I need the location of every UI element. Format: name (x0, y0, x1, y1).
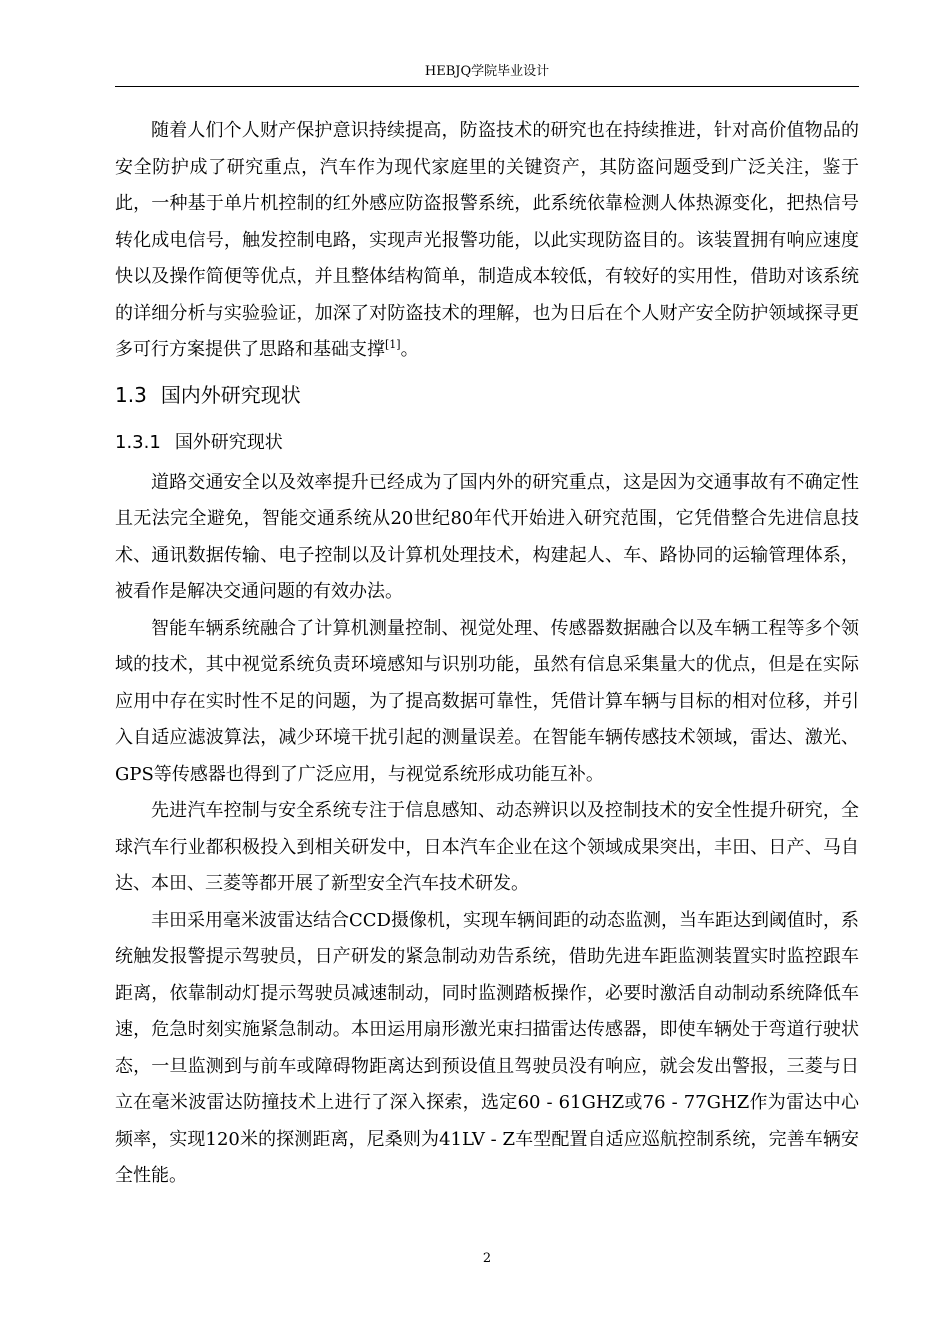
intro-tail: 。 (400, 339, 419, 360)
body-paragraph-intelligent-vehicle: 智能车辆系统融合了计算机测量控制、视觉处理、传感器数据融合以及车辆工程等多个领域的技术，其中视觉系统负责环境感知与识别功能，虽然有信息采集量大的优点，但是在实际应用中存在实时性不足的问题，为了提高数据可靠性，凭借计算车辆与目标的相对位移，并引入自适应滤波算法，减少环境干扰引起的测量误差。在智能车辆传感技术领域，雷达、激光、GPS等传感器也得到了广泛应用，与视觉系统形成功能互补。 (115, 617, 859, 785)
body-paragraph-traffic: 道路交通安全以及效率提升已经成为了国内外的研究重点，这是因为交通事故有不确定性且无法完全避免，智能交通系统从20世纪80年代开始进入研究范围，它凭借整合先进信息技术、通讯数据传输、电子控制以及计算机处理技术，构建起人、车、路协同的运输管理体系，被看作是解决交通问题的有效办法。 (115, 471, 859, 602)
page-number: 2 (482, 1251, 492, 1266)
intro-text: 随着人们个人财产保护意识持续提高，防盗技术的研究也在持续推进，针对高价值物品的安全防护成了研究重点，汽车作为现代家庭里的关键资产，其防盗问题受到广泛关注，鉴于此，一种基于单片机控制的红外感应防盗报警系统，此系统依靠检测人体热源变化，把热信号转化成电信号，触发控制电路，实现声光报警功能，以此实现防盗目的。该装置拥有响应速度快以及操作简便等优点，并且整体结构简单，制造成本较低，有较好的实用性，借助对该系统的详细分析与实验验证，加深了对防盗技术的理解，也为日后在个人财产安全防护领域探寻更多可行方案提供了思路和基础支撑 (115, 120, 859, 360)
body-paragraph-automakers: 丰田采用毫米波雷达结合CCD摄像机，实现车辆间距的动态监测，当车距达到阈值时，系统触发报警提示驾驶员，日产研发的紧急制动劝告系统，借助先进车距监测装置实时监控跟车距离，依靠制动灯提示驾驶员减速制动，同时监测踏板操作，必要时激活自动制动系统降低车速，危急时刻实施紧急制动。本田运用扇形激光束扫描雷达传感器，即使车辆处于弯道行驶状态，一旦监测到与前车或障碍物距离达到预设值且驾驶员没有响应，就会发出警报，三菱与日立在毫米波雷达防撞技术上进行了深入探索，选定60 - 61GHZ或76 - 77GHZ作为雷达中心频率，实现120米的探测距离，尼桑则为41LV - Z车型配置自适应巡航控制系统，完善车辆安全性能。 (115, 909, 859, 1186)
subsection-heading (115, 423, 859, 463)
header-divider (115, 86, 859, 87)
section-number: 1.3 (115, 382, 147, 407)
section-heading (115, 373, 859, 417)
body-paragraph-safety-systems: 先进汽车控制与安全系统专注于信息感知、动态辨识以及控制技术的安全性提升研究，全球汽车行业都积极投入到相关研发中，日本汽车企业在这个领域成果突出，丰田、日产、马自达、本田、三菱等都开展了新型安全汽车技术研发。 (115, 800, 859, 894)
citation-marker: [1] (385, 338, 401, 351)
page-content (115, 113, 859, 1195)
intro-paragraph (115, 113, 859, 369)
page-header: HEBJQ学院毕业设计 (424, 64, 550, 79)
subsection-title: 国外研究现状 (174, 431, 283, 453)
section-title: 国内外研究现状 (160, 382, 301, 407)
subsection-number: 1.3.1 (115, 431, 161, 453)
